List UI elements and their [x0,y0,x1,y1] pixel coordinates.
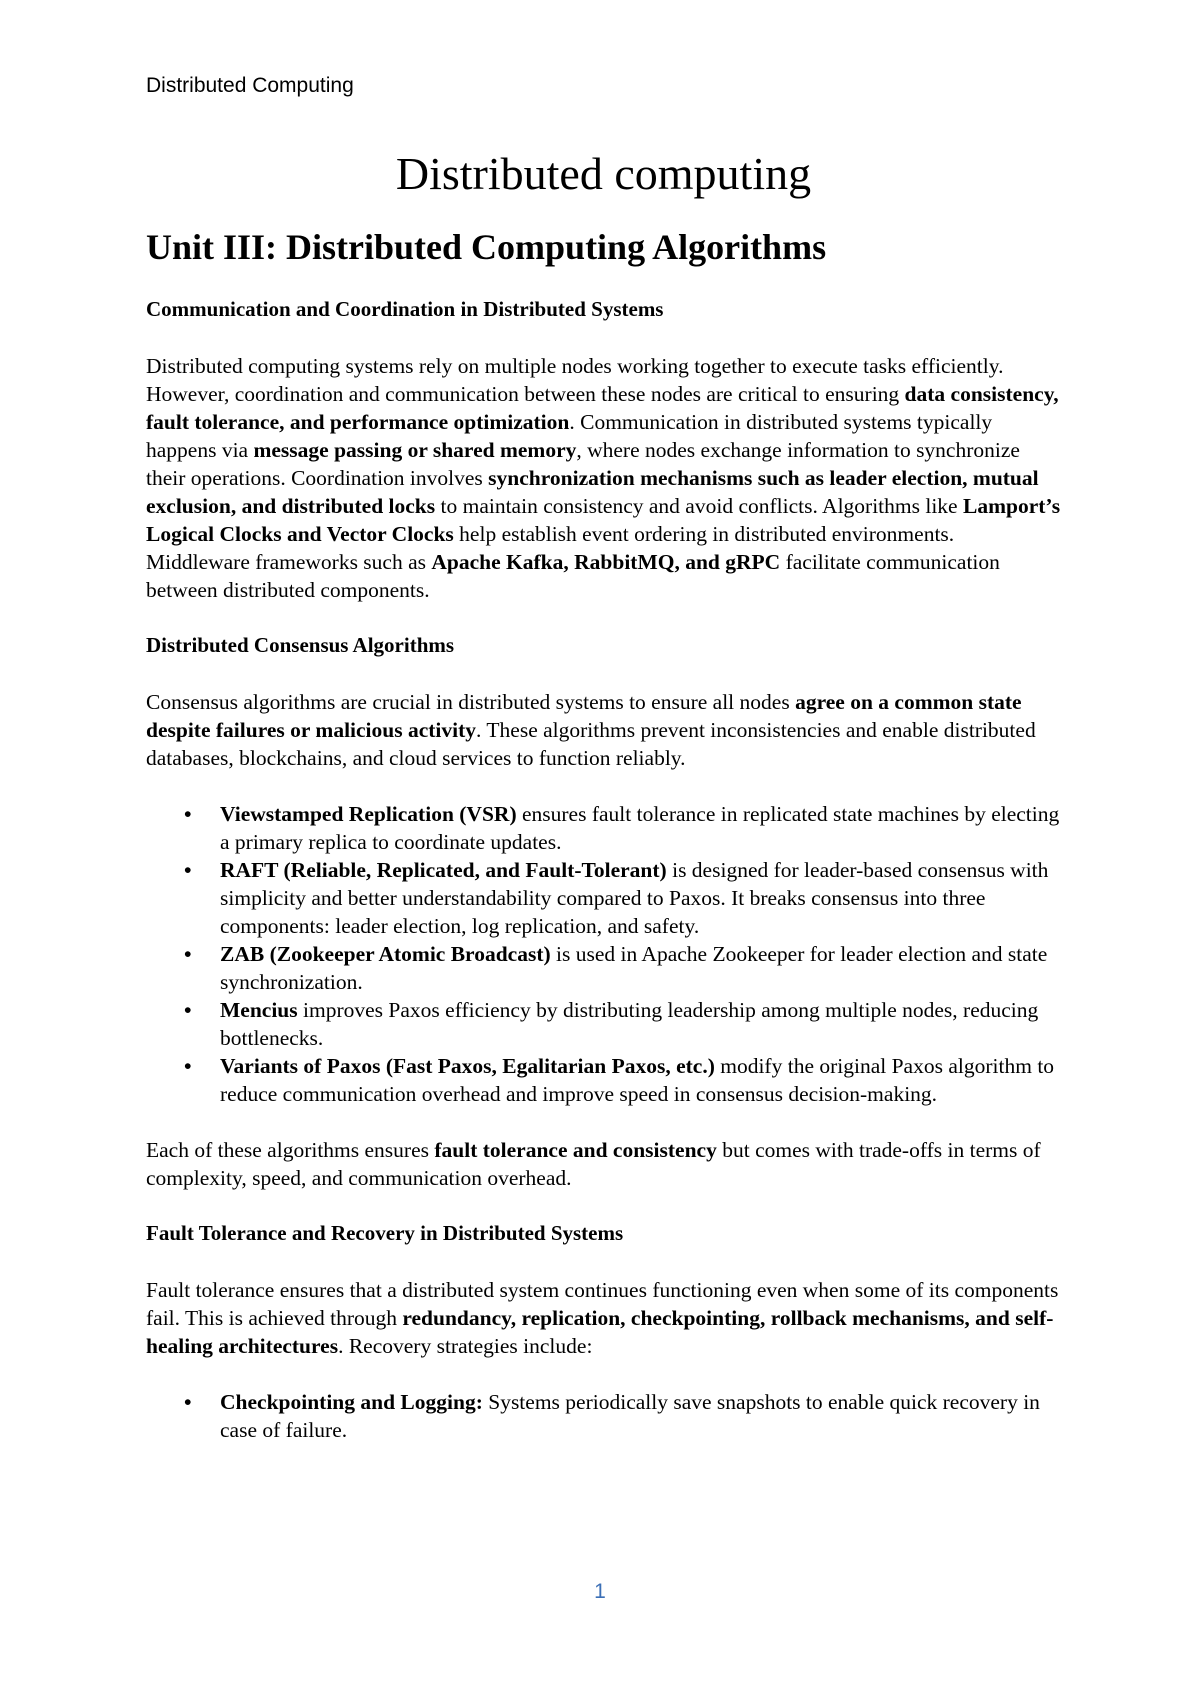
text-run: but comes with trade-offs in terms of complexity, speed, and communication overhead. [146,1138,1041,1190]
paragraph-consensus-closing [146,1136,1061,1192]
text-run: . Recovery strategies include: [338,1334,593,1358]
text-run: Each of these algorithms ensures [146,1138,435,1162]
text-run: is used in Apache Zookeeper for leader election and state synchronization. [220,942,1048,994]
bold-run: Variants of Paxos (Fast Paxos, Egalitarian Paxos, etc.) [220,1054,715,1078]
bullet-icon: • [184,1054,192,1078]
consensus-bullet-list [146,800,1061,1108]
list-item [184,1052,1061,1108]
bullet-icon: • [184,998,192,1022]
bold-run: message passing or shared memory [253,438,577,462]
text-run: is designed for leader-based consensus with simplicity and better understandability compared to Paxos. It breaks consensus into three components: leader election, log replication, and safety. [220,858,1049,938]
section-heading-communication: Communication and Coordination in Distributed Systems [146,297,664,321]
bold-run: redundancy, replication, checkpointing, rollback mechanisms, and self-healing architectures [146,1306,1054,1358]
list-item [184,856,1061,940]
list-item [184,800,1061,856]
list-item [184,940,1061,996]
bullet-icon: • [184,858,192,882]
text-run: Systems periodically save snapshots to enable quick recovery in case of failure. [220,1390,1040,1442]
bold-run: Checkpointing and Logging: [220,1390,483,1414]
bold-run: synchronization mechanisms such as leader election, mutual exclusion, and distributed locks [146,466,1039,518]
document-body [146,142,1061,1444]
bold-run: Apache Kafka, RabbitMQ, and gRPC [431,550,781,574]
unit-heading: Unit III: Distributed Computing Algorithms [146,227,827,267]
paragraph-communication [146,352,1061,604]
section-heading-consensus: Distributed Consensus Algorithms [146,633,455,657]
running-header: Distributed Computing [146,74,354,97]
page-number: 1 [594,1580,606,1603]
text-run: Distributed computing systems rely on multiple nodes working together to execute tasks efficiently. However, coordination and communication between these nodes are critical to ensuring [146,354,1004,406]
bold-run: ZAB (Zookeeper Atomic Broadcast) [220,942,551,966]
bullet-icon: • [184,942,192,966]
bold-run: fault tolerance and consistency [434,1138,717,1162]
list-item [184,996,1061,1052]
document-title: Distributed computing [395,148,812,199]
section-heading-fault-tolerance: Fault Tolerance and Recovery in Distributed Systems [146,1221,624,1245]
text-run: . These algorithms prevent inconsistencies and enable distributed databases, blockchains, and cloud services to function reliably. [146,718,1036,770]
bold-run: Viewstamped Replication (VSR) [220,802,517,826]
bold-run: Lamport’s Logical Clocks and Vector Clocks [146,494,1061,546]
text-run: , where nodes exchange information to synchronize their operations. Coordination involves [146,438,1020,490]
bold-run: RAFT (Reliable, Replicated, and Fault-Tolerant) [220,858,667,882]
bold-run: data consistency, fault tolerance, and performance optimization [146,382,1059,434]
list-item [184,1388,1061,1444]
text-run: Consensus algorithms are crucial in distributed systems to ensure all nodes [146,690,796,714]
text-run: help establish event ordering in distributed environments. Middleware frameworks such as [146,522,955,574]
text-run: to maintain consistency and avoid conflicts. Algorithms like [435,494,963,518]
bullet-icon: • [184,1390,192,1414]
bold-run: Mencius [220,998,298,1022]
text-run: . Communication in distributed systems typically happens via [146,410,993,462]
text-run: ensures fault tolerance in replicated state machines by electing a primary replica to coordinate updates. [220,802,1060,854]
bullet-icon: • [184,802,192,826]
paragraph-fault-intro [146,1276,1061,1360]
text-run: modify the original Paxos algorithm to reduce communication overhead and improve speed in consensus decision-making. [220,1054,1055,1106]
text-run: facilitate communication between distributed components. [146,550,1000,602]
recovery-bullet-list [146,1388,1061,1444]
text-run: improves Paxos efficiency by distributing leadership among multiple nodes, reducing bottlenecks. [220,998,1039,1050]
bold-run: agree on a common state despite failures or malicious activity [146,690,1022,742]
text-run: Fault tolerance ensures that a distributed system continues functioning even when some of its components fail. This is achieved through [146,1278,1059,1330]
paragraph-consensus-intro [146,688,1061,772]
